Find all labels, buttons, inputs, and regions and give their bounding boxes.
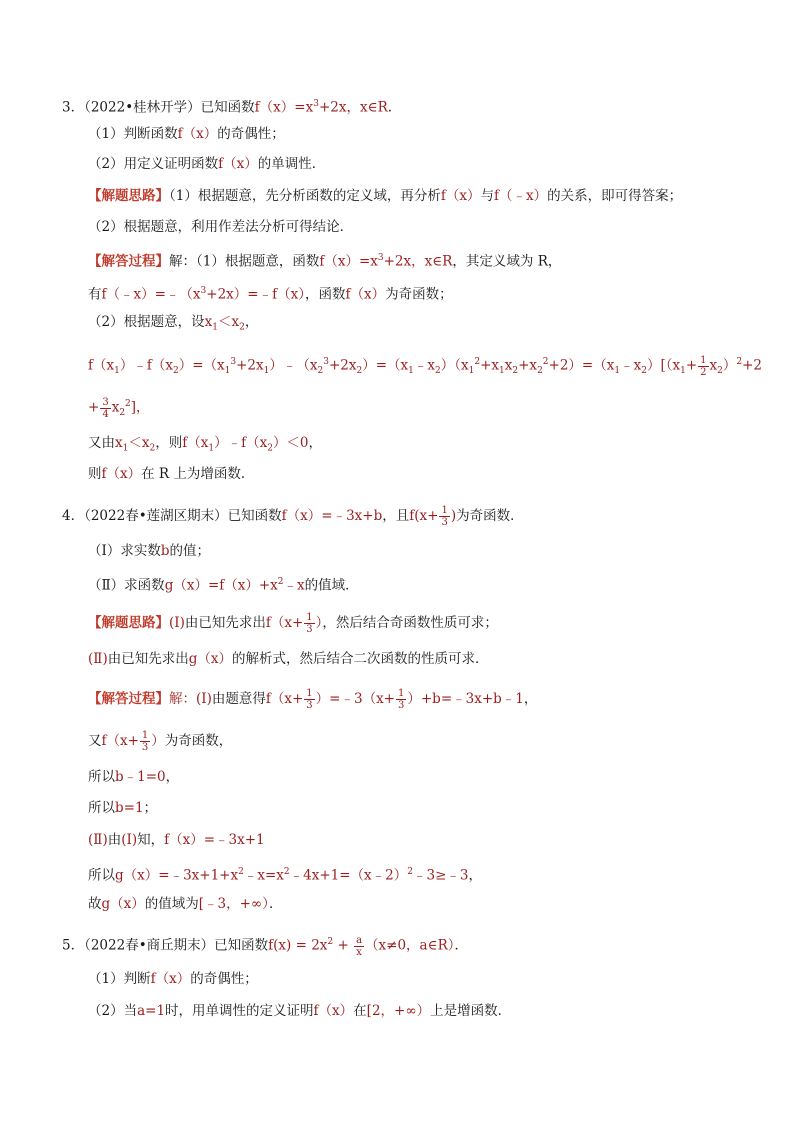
text-run: 在: [353, 1003, 367, 1019]
text-run: +2x）=﹣f（x）: [206, 286, 305, 303]
text-run: 解：(Ⅰ): [169, 691, 212, 707]
text-run: g（x）: [188, 651, 232, 667]
text-run: (Ⅱ): [88, 832, 108, 848]
text-run: ，: [244, 314, 259, 330]
subscript: 2: [119, 408, 126, 419]
text-run: ）=（x: [178, 357, 225, 374]
fraction: $\frac{1}{3}$: [441, 505, 448, 528]
text-line: [88, 433, 322, 459]
text-run: ．: [454, 937, 469, 954]
text-run: ﹣3≥﹣3: [412, 867, 469, 884]
text-run: ＜x: [217, 314, 240, 330]
text-line: [88, 649, 488, 669]
text-run: 在 R 上为增函数．: [141, 466, 255, 482]
text-run: ，: [468, 867, 482, 884]
text-run: ]，: [130, 399, 150, 416]
text-run: ）[（x: [646, 357, 681, 374]
text-line: [88, 394, 150, 423]
text-run: 所以: [88, 800, 115, 816]
text-run: g（x）: [101, 896, 145, 912]
text-run: f（x）=﹣3x+1: [164, 832, 265, 848]
text-run: 的单调性．: [257, 156, 326, 172]
subscript: 1: [499, 366, 505, 377]
text-run: ): [450, 508, 457, 524]
text-run: 为奇函数，: [164, 733, 233, 749]
text-run: f（x）: [313, 1003, 354, 1019]
text-run: 由题意得: [211, 691, 266, 707]
text-run: 的关系，即可得答案；: [547, 188, 683, 204]
text-run: ）=﹣3（x+: [315, 691, 395, 707]
text-run: +2x，x∈R: [318, 99, 388, 116]
text-run: b﹣1=0: [115, 769, 166, 785]
text-run: 4．（2022春•莲湖区期末）已知函数: [62, 508, 282, 524]
text-run: 所以: [88, 769, 115, 785]
text-run: ）+b=﹣3x+b﹣1: [407, 691, 524, 707]
text-run: ，: [523, 691, 538, 707]
text-run: （x≠0，a∈R）: [365, 937, 455, 954]
superscript: 2: [736, 357, 743, 367]
text-run: （1）判断: [88, 971, 151, 987]
fraction: $\frac{1}{3}$: [306, 688, 313, 711]
text-run: （1）根据题意，先分析函数的定义域，再分析: [169, 188, 441, 204]
text-run: （2）根据题意，设: [88, 314, 205, 330]
text-run: 【解答过程】: [88, 253, 169, 270]
text-run: +: [88, 399, 100, 416]
superscript: 2: [407, 867, 413, 877]
text-run: ﹣4x+1=（x﹣2）: [289, 867, 408, 884]
text-line: [88, 612, 498, 635]
text-run: ）﹣f（x: [119, 357, 173, 374]
subscript: 2: [239, 322, 245, 333]
superscript: 2: [125, 399, 131, 409]
subscript: 1: [224, 366, 231, 377]
text-run: ﹣x: [620, 357, 642, 374]
subscript: 2: [317, 366, 324, 377]
superscript: 2: [474, 357, 481, 367]
text-line: [88, 969, 258, 989]
text-run: 所以: [88, 867, 115, 884]
text-line: [88, 572, 359, 596]
text-run: f（﹣x）=﹣（x: [101, 286, 201, 303]
text-line: [88, 688, 537, 711]
text-run: f（x）: [150, 971, 191, 987]
subscript: 1: [212, 322, 218, 333]
text-run: 由: [107, 832, 122, 848]
text-run: 故: [88, 896, 102, 912]
text-line: [88, 830, 265, 850]
text-run: 的奇偶性；: [190, 971, 258, 987]
text-run: f（x+: [101, 733, 139, 749]
text-line: [88, 541, 210, 561]
text-run: x: [111, 399, 120, 416]
text-run: f（x）: [218, 156, 258, 172]
text-run: +2x: [236, 357, 264, 374]
text-run: 为奇函数．: [456, 508, 524, 524]
subscript: 1: [468, 366, 475, 377]
text-run: 3．（2022•桂林开学）已知函数: [62, 99, 255, 116]
text-run: .: [387, 99, 393, 116]
text-run: ﹣x=x: [243, 867, 284, 884]
text-line: [62, 932, 468, 958]
text-run: ＜x: [128, 435, 150, 451]
text-run: （Ⅰ）求实数: [88, 543, 161, 559]
text-run: x: [709, 357, 718, 374]
text-run: ，: [165, 769, 180, 785]
text-run: ）: [315, 615, 323, 631]
subscript: 2: [356, 366, 363, 377]
text-run: +2x，x∈R: [383, 253, 453, 270]
text-run: 为奇函数；: [385, 286, 453, 303]
text-run: 【解题思路】: [88, 188, 169, 204]
text-run: 5．（2022春•商丘期末）已知函数: [62, 937, 269, 954]
text-line: [88, 862, 482, 886]
text-run: ；: [143, 800, 158, 816]
text-run: 由已知先求出: [107, 651, 189, 667]
text-run: f（x）=﹣3x+b: [281, 508, 383, 524]
subscript: 1: [408, 366, 414, 377]
text-run: 有: [88, 286, 102, 303]
text-run: ．: [268, 896, 283, 912]
superscript: 2: [283, 867, 290, 877]
subscript: 2: [537, 366, 543, 377]
text-line: [88, 186, 682, 206]
text-run: f（x）=x: [319, 253, 378, 270]
text-run: b=1: [115, 800, 144, 816]
text-run: f（x）: [177, 126, 218, 142]
text-line: [88, 217, 353, 237]
subscript: 1: [263, 366, 270, 377]
text-line: [88, 767, 179, 787]
text-run: [2，+∞）: [366, 1003, 431, 1019]
text-run: [﹣3，+∞）: [198, 896, 269, 912]
text-run: ，然后结合奇函数性质可求；: [322, 615, 498, 631]
text-run: x: [504, 357, 513, 374]
text-run: +x: [518, 357, 538, 374]
subscript: 2: [149, 443, 156, 454]
text-run: 则: [88, 466, 102, 482]
subscript: 1: [122, 443, 129, 454]
text-run: f（x: [88, 357, 115, 374]
text-run: 的解析式，然后结合二次函数的性质可求．: [231, 651, 489, 667]
superscript: 3: [377, 253, 384, 263]
superscript: 2: [277, 577, 284, 587]
text-line: [88, 154, 325, 174]
text-run: ）﹣f（x: [214, 435, 268, 451]
text-run: （2）当: [88, 1003, 138, 1019]
text-run: +: [333, 937, 354, 954]
text-line: [88, 464, 254, 484]
text-line: [88, 124, 285, 144]
text-run: +: [685, 357, 698, 374]
text-line: [88, 281, 453, 305]
text-line: [88, 312, 258, 338]
text-run: +2x: [328, 357, 357, 374]
text-run: f（x+: [265, 691, 304, 707]
text-run: ）＜0: [272, 435, 309, 451]
fraction: $\frac{1}{3}$: [398, 688, 405, 711]
text-run: 又由: [88, 435, 115, 451]
text-run: 知，: [137, 832, 165, 848]
text-run: f（x+: [265, 615, 304, 631]
text-run: +x: [480, 357, 500, 374]
text-run: f(x) = 2x: [268, 937, 328, 954]
subscript: 2: [717, 366, 723, 377]
text-run: ）: [151, 733, 165, 749]
text-run: （1）判断函数: [88, 126, 178, 142]
text-run: a=1: [137, 1003, 166, 1019]
text-run: 的值域．: [304, 577, 359, 594]
text-run: 由已知先求出: [184, 615, 266, 631]
text-run: ，其定义域为 R，: [452, 253, 562, 270]
superscript: 3: [200, 286, 207, 296]
text-line: [62, 94, 392, 118]
text-run: (Ⅱ): [88, 651, 108, 667]
text-line: [88, 248, 561, 272]
text-run: （2）根据题意，利用作差法分析可得结论．: [88, 219, 354, 235]
text-run: ）（x: [440, 357, 469, 374]
text-line: [88, 1001, 511, 1021]
text-run: f(x+: [409, 508, 439, 524]
text-line: [88, 352, 762, 381]
text-run: f（x）: [101, 466, 142, 482]
text-run: +2: [742, 357, 763, 374]
subscript: 1: [680, 366, 686, 377]
subscript: 2: [512, 366, 519, 377]
text-run: 解：（1）根据题意，函数: [169, 253, 320, 270]
text-run: （2）用定义证明函数: [88, 156, 219, 172]
text-run: 【解题思路】: [88, 615, 169, 631]
text-run: f（x）: [440, 188, 481, 204]
superscript: 2: [542, 357, 549, 367]
subscript: 1: [614, 366, 621, 377]
subscript: 2: [641, 366, 647, 377]
text-run: 【解答过程】: [88, 691, 169, 707]
text-run: 与: [480, 188, 494, 204]
text-run: x: [115, 435, 123, 451]
subscript: 1: [208, 443, 215, 454]
text-run: ，函数: [304, 286, 346, 303]
fraction: $\frac{1}{2}$: [700, 354, 707, 378]
superscript: 2: [327, 937, 334, 947]
text-run: 时，用单调性的定义证明: [165, 1003, 314, 1019]
text-line: [88, 894, 282, 914]
text-run: (Ⅰ): [121, 832, 138, 848]
text-run: f（x）: [345, 286, 386, 303]
text-run: f（x: [182, 435, 209, 451]
superscript: 3: [323, 357, 329, 367]
text-run: 的奇偶性；: [217, 126, 285, 142]
superscript: 2: [238, 867, 244, 877]
text-run: ）=（x: [362, 357, 409, 374]
text-run: ，: [308, 435, 323, 451]
text-line: [62, 505, 524, 528]
text-run: ）: [722, 357, 737, 374]
text-run: ﹣x: [413, 357, 436, 374]
subscript: 2: [267, 443, 273, 454]
text-run: +2）=（x: [548, 357, 615, 374]
text-run: (Ⅰ): [169, 615, 185, 631]
superscript: 3: [230, 357, 237, 367]
text-run: b: [160, 543, 170, 559]
text-run: ，且: [382, 508, 410, 524]
text-line: [88, 798, 157, 818]
fraction: $\frac{3}{4}$: [102, 396, 109, 420]
text-run: g（x）=f（x）+x: [164, 577, 278, 594]
subscript: 1: [114, 366, 120, 377]
fraction: $\frac{1}{3}$: [141, 730, 149, 753]
fraction: $\frac{a}{x}$: [356, 934, 363, 958]
subscript: 2: [172, 366, 179, 377]
text-run: f（x）=x: [254, 99, 314, 116]
text-run: f（﹣x）: [493, 188, 548, 204]
text-run: ﹣x: [283, 577, 305, 594]
text-run: ，则: [155, 435, 183, 451]
text-run: 的值；: [169, 543, 210, 559]
text-run: 又: [88, 733, 102, 749]
text-run: ）﹣（x: [269, 357, 318, 374]
text-run: （Ⅱ）求函数: [88, 577, 165, 594]
fraction: $\frac{1}{3}$: [306, 612, 313, 635]
subscript: 2: [435, 366, 441, 377]
superscript: 3: [313, 99, 319, 109]
text-run: 的值域为: [144, 896, 199, 912]
text-run: g（x）=﹣3x+1+x: [115, 867, 239, 884]
text-run: x: [204, 314, 213, 330]
text-line: [88, 730, 232, 753]
text-run: 上是增函数．: [430, 1003, 512, 1019]
